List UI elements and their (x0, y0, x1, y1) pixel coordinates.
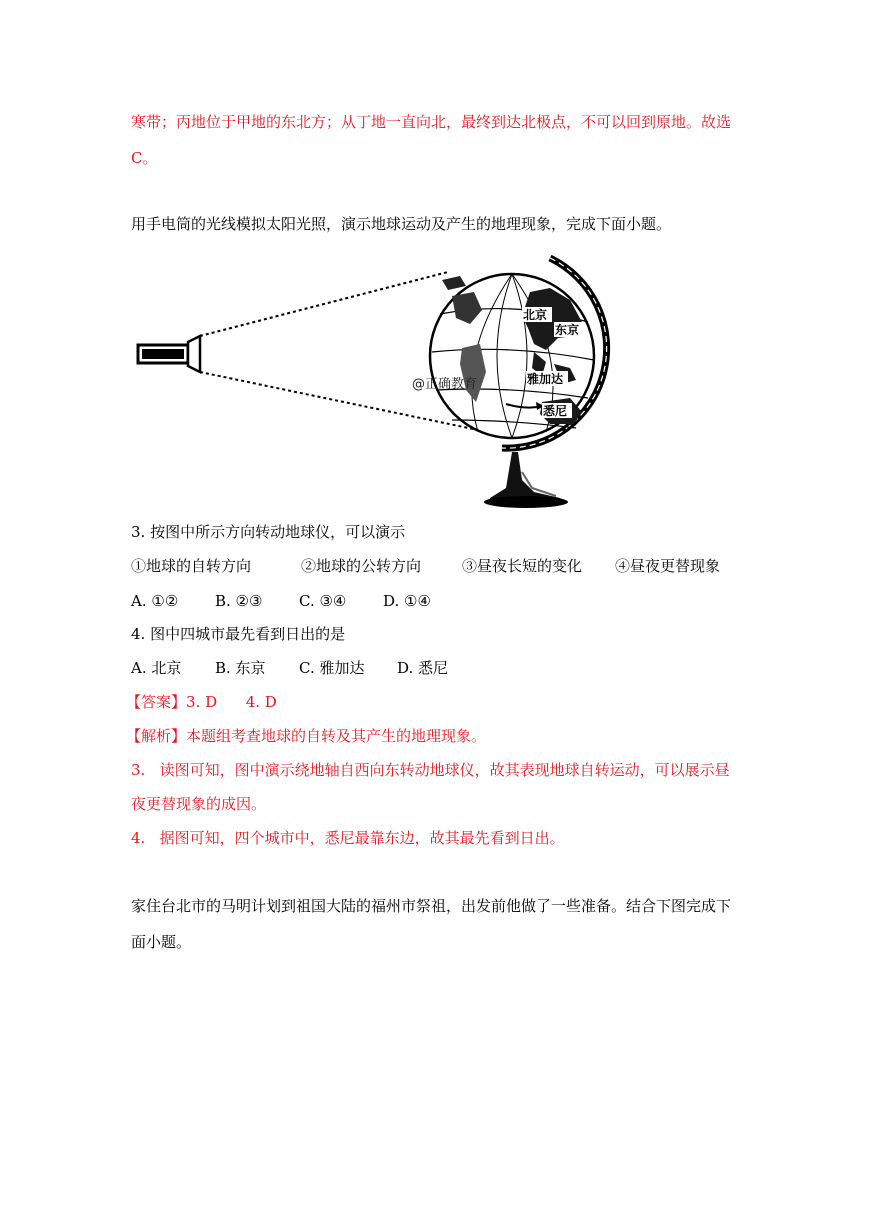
q3-item: ②地球的公转方向 (301, 557, 422, 575)
next-intro-line2: 面小题。 (131, 933, 192, 951)
city-label-jakarta: 雅加达 (527, 372, 564, 386)
q4-options (131, 658, 448, 678)
q3-option: A. ①② (131, 592, 179, 610)
analysis-q4: 4. 据图可知，四个城市中，悉尼最靠东边，故其最先看到日出。 (131, 829, 565, 847)
q3-item: ④昼夜更替现象 (615, 557, 721, 575)
q3-stem: 3. 按图中所示方向转动地球仪，可以演示 (131, 523, 406, 541)
q4-option: B. 东京 (215, 659, 266, 677)
answer-tag: 【答案】 (126, 693, 187, 711)
q4-option: C. 雅加达 (299, 659, 365, 677)
city-label-beijing: 北京 (523, 308, 548, 322)
answer-text: 3. D 4. D (186, 693, 277, 711)
analysis-q3-line1: 3. 读图可知，图中演示绕地轴自西向东转动地球仪，故其表现地球自转运动，可以展示昼 (131, 761, 730, 779)
q4-option: D. 悉尼 (397, 659, 449, 677)
answer-line (126, 692, 277, 712)
analysis-text: 本题组考查地球的自转及其产生的地理现象。 (186, 727, 487, 745)
question-intro: 用手电筒的光线模拟太阳光照，演示地球运动及产生的地理现象，完成下面小题。 (131, 215, 672, 233)
q3-option: C. ③④ (299, 592, 347, 610)
globe-icon (430, 258, 607, 448)
q3-item: ①地球的自转方向 (131, 557, 252, 575)
q3-items (131, 556, 720, 576)
q3-item: ③昼夜长短的变化 (462, 557, 583, 575)
flashlight-icon (138, 336, 200, 372)
q3-option: D. ①④ (383, 592, 431, 610)
prev-analysis-line2: C。 (131, 149, 158, 167)
watermark-text: @正确教育 (412, 377, 478, 392)
q4-stem: 4. 图中四城市最先看到日出的是 (131, 625, 346, 643)
q3-option: B. ②③ (215, 592, 263, 610)
analysis-tag: 【解析】 (126, 727, 187, 745)
city-label-tokyo: 东京 (555, 323, 580, 337)
q4-option: A. 北京 (131, 659, 182, 677)
analysis-q3-line2: 夜更替现象的成因。 (131, 795, 267, 813)
next-intro-line1: 家住台北市的马明计划到祖国大陆的福州市祭祖，出发前他做了一些准备。结合下图完成下 (131, 897, 732, 915)
globe-stand (484, 452, 568, 508)
city-label-sydney: 悉尼 (543, 404, 568, 418)
analysis-line (126, 726, 486, 746)
prev-analysis-line1: 寒带；丙地位于甲地的东北方；从丁地一直向北，最终到达北极点，不可以回到原地。故选 (131, 113, 732, 131)
q3-options (131, 591, 431, 611)
globe-flashlight-figure (130, 252, 626, 514)
